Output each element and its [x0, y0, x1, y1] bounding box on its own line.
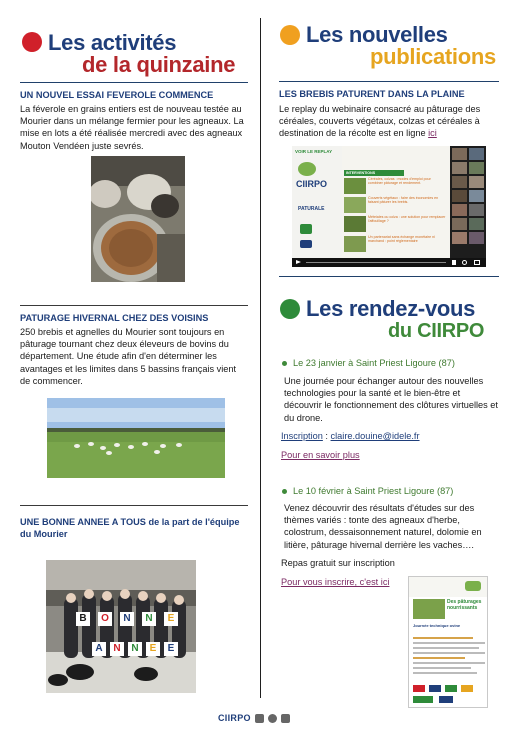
video-logo: CIIRPO — [296, 179, 328, 189]
video-item-image — [344, 236, 366, 252]
red-dot-icon — [22, 32, 42, 52]
event2-date-text: Le 10 février à Saint Priest Ligoure (87) — [293, 486, 454, 496]
sign-letter: N — [142, 612, 156, 626]
footer — [218, 711, 290, 725]
fullscreen-icon[interactable] — [474, 260, 480, 265]
sign-letter: N — [128, 642, 142, 656]
publications-heading — [278, 22, 508, 74]
event1-date — [282, 358, 502, 368]
event2-date — [282, 486, 502, 496]
sign-letter: N — [110, 642, 124, 656]
brebis-text: Le replay du webinaire consacré au pâturage des céréales, couverts végétaux, colzas et céréales à destination de la récolte est en ligne — [279, 104, 481, 139]
section-body-feverole: La féverole en grains entiers est de nouveau testée au Mourier dans un mélange fermier pour les agneaux. La mise en lots a été réalisée mercredi avec des agneaux Mouton Vendéen juste sevrés. — [20, 104, 244, 151]
flyer-title: Des pâturages nourrissants — [447, 599, 482, 611]
sign-letter: O — [98, 612, 112, 626]
video-item-image — [344, 178, 366, 194]
video-controls — [292, 258, 486, 267]
sign-letters — [46, 560, 196, 693]
section-title-paturage: PATURAGE HIVERNAL CHEZ DES VOISINS — [20, 313, 209, 323]
section-title-brebis: LES BREBIS PATURENT DANS LA PLAINE — [279, 89, 465, 99]
website-icon[interactable] — [255, 714, 264, 723]
publications-heading-line1: Les nouvelles — [306, 22, 448, 47]
partner-logo-icon — [300, 224, 312, 234]
left-section1-rule — [20, 305, 248, 306]
video-item: Un partenariat sans échange monétaire ni marchand : point réglementaire — [368, 235, 435, 244]
sign-letter: E — [164, 612, 178, 626]
video-paturale: PATURALE — [298, 206, 325, 212]
left-section2-rule — [20, 505, 248, 506]
left-heading-line1: Les activités — [48, 30, 177, 55]
section-title-bonne-annee — [20, 516, 248, 540]
replay-link[interactable]: ici — [428, 128, 437, 139]
video-participants — [452, 148, 484, 256]
settings-icon[interactable] — [462, 260, 467, 265]
left-heading-rule — [20, 82, 248, 83]
section-title-feverole: UN NOUVEL ESSAI FEVEROLE COMMENCE — [20, 90, 214, 100]
inscription-sep: : — [322, 431, 331, 441]
publications-heading-rule — [279, 81, 499, 82]
rendezvous-heading-line2: du CIIRPO — [388, 320, 485, 342]
left-heading-line2: de la quinzaine — [82, 52, 236, 77]
play-icon[interactable] — [296, 260, 301, 264]
video-item: Couverts végétaux : faire des économies en faisant pâturer les brebis. — [368, 196, 439, 205]
inscription-link[interactable]: Inscription — [281, 431, 323, 441]
event2-body: Venez découvrir des résultats d'études sur des thèmes variés : tonte des agneaux d'herbe, colostrum, dessaisonnement naturel, dolomie en litière, pâturage hivernal derrière les vaches…. — [284, 503, 482, 550]
facebook-icon[interactable] — [268, 714, 277, 723]
more-info-link[interactable]: Pour en savoir plus — [281, 450, 360, 460]
flyer-subtitle: Journée technique ovine — [413, 623, 461, 628]
bonne-annee-bold: UNE BONNE ANNEE A TOUS — [20, 517, 146, 527]
event1-date-text: Le 23 janvier à Saint Priest Ligoure (87) — [293, 358, 455, 368]
left-heading — [20, 30, 252, 80]
orange-dot-icon — [280, 25, 300, 45]
flyer-text-block — [413, 637, 485, 681]
event-flyer[interactable] — [408, 576, 488, 708]
bullet-icon — [282, 489, 287, 494]
flyer-logo-icon — [465, 581, 481, 591]
publications-rule — [279, 276, 499, 277]
sign-letter: A — [92, 642, 106, 656]
flyer-photo — [413, 599, 445, 619]
video-panel-title: INTERVENTIONS — [344, 170, 404, 176]
sheep-pasture-photo — [47, 398, 225, 478]
partner-logo-icon-2 — [300, 240, 312, 248]
event1-inscription — [281, 430, 501, 442]
event1-more — [281, 449, 501, 461]
video-item-image — [344, 197, 366, 213]
video-tag: VOIR LE REPLAY — [295, 149, 333, 154]
rendezvous-heading — [278, 296, 508, 348]
column-divider — [260, 18, 261, 698]
sign-letter: N — [120, 612, 134, 626]
linkedin-icon[interactable] — [281, 714, 290, 723]
bullet-icon — [282, 361, 287, 366]
sign-letter: E — [146, 642, 160, 656]
lambs-feeder-photo — [91, 156, 185, 282]
team-photo — [46, 560, 196, 693]
publications-heading-line2: publications — [370, 44, 496, 69]
footer-logo: CIIRPO — [218, 713, 251, 723]
green-dot-icon — [280, 299, 300, 319]
bonne-annee-rest: de la part de l'équipe du Mourier — [20, 517, 240, 540]
sign-letter: B — [76, 612, 90, 626]
event1-body: Une journée pour échanger autour des nouvelles technologies pour la santé et le bien-être et découvrir le fonctionnement des clôtures virtuelles et du drone. — [284, 376, 498, 423]
event2-free: Repas gratuit sur inscription — [281, 558, 395, 568]
sheep-logo-icon — [298, 162, 316, 176]
video-item-image — [344, 216, 366, 232]
video-item: Céréales, colzas : modes d'emploi pour combiner pâturage et rendement. — [368, 177, 431, 186]
video-item: Méteiales ou colza : une solution pour remplacer l'affouillage ? — [368, 215, 446, 224]
sign-letter: E — [164, 642, 178, 656]
rendezvous-heading-line1: Les rendez-vous — [306, 296, 476, 321]
flyer-partner-logos — [413, 685, 485, 705]
video-center-panel — [342, 146, 450, 258]
email-link[interactable]: claire.douine@idele.fr — [330, 431, 420, 441]
volume-icon[interactable] — [452, 260, 456, 265]
section-body-paturage: 250 brebis et agnelles du Mourier sont toujours en pâturage tournant chez deux éleveurs de bovins du département. Une étude afin d'en déterminer les avantages et les limites dans 5 bassins français vient de commencer. — [20, 327, 237, 386]
section-body-brebis — [279, 103, 499, 140]
webinar-video-player[interactable] — [292, 146, 486, 267]
signup-link[interactable]: Pour vous inscrire, c'est ici — [281, 577, 390, 587]
video-progress-track[interactable] — [306, 262, 446, 263]
